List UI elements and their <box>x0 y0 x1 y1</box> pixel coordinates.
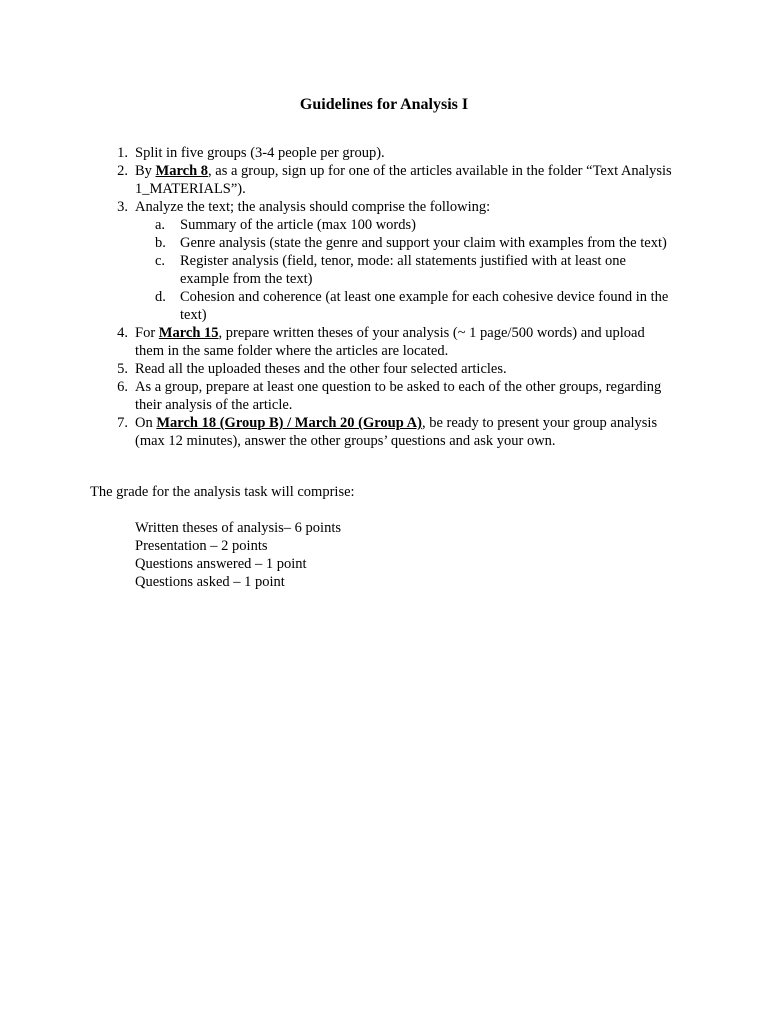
guidelines-list <box>110 144 675 450</box>
item-text-post: , as a group, sign up for one of the articles available in the folder “Text Analysis 1_MATERIALS”). <box>135 163 672 197</box>
sub-text: Register analysis (field, tenor, mode: all statements justified with at least one example from the text) <box>180 253 626 287</box>
grade-point: Written theses of analysis– 6 points <box>135 520 342 536</box>
deadline-date: March 8 <box>155 163 209 179</box>
item-number: 4. <box>117 325 128 341</box>
sub-letter: a. <box>155 217 166 233</box>
list-item-4 <box>110 324 675 360</box>
item-number: 7. <box>117 415 128 431</box>
sublist-item-b <box>135 234 675 252</box>
list-item-5 <box>110 360 675 378</box>
grade-point: Presentation – 2 points <box>135 538 268 554</box>
sublist-item-c <box>135 252 675 288</box>
sub-letter: c. <box>155 253 166 269</box>
item-number: 2. <box>117 163 128 179</box>
item-text-pre: By <box>135 163 156 179</box>
item-text: Analyze the text; the analysis should comprise the following: <box>135 199 491 215</box>
item-text: Read all the uploaded theses and the other four selected articles. <box>135 361 507 377</box>
list-item-6 <box>110 378 675 414</box>
sub-text: Summary of the article (max 100 words) <box>180 217 416 233</box>
item-number: 6. <box>117 379 128 395</box>
grade-points-list <box>135 519 341 591</box>
sub-text: Genre analysis (state the genre and support your claim with examples from the text) <box>180 235 667 251</box>
item-number: 1. <box>117 145 128 161</box>
item-text: Split in five groups (3-4 people per group). <box>135 145 385 161</box>
presentation-dates: March 18 (Group B) / March 20 (Group A) <box>156 415 422 431</box>
item-number: 5. <box>117 361 128 377</box>
item-number: 3. <box>117 199 128 215</box>
grade-intro: The grade for the analysis task will comprise: <box>90 484 355 500</box>
item-text: As a group, prepare at least one question to be asked to each of the other groups, regarding their analysis of the article. <box>135 379 662 413</box>
sublist-item-a <box>135 216 675 234</box>
item-text-pre: For <box>135 325 159 341</box>
deadline-date: March 15 <box>158 325 219 341</box>
item-text-pre: On <box>135 415 157 431</box>
item-text-post: , be ready to present your group analysis (max 12 minutes), answer the other groups’ questions and ask your own. <box>135 415 658 449</box>
grade-point: Questions asked – 1 point <box>135 574 285 590</box>
sub-text: Cohesion and coherence (at least one example for each cohesive device found in the text) <box>180 289 669 323</box>
item-text-post: , prepare written theses of your analysis (~ 1 page/500 words) and upload them in the same folder where the articles are located. <box>135 325 645 359</box>
grade-point: Questions answered – 1 point <box>135 556 307 572</box>
sub-letter: d. <box>155 289 166 305</box>
list-item-3 <box>110 198 675 324</box>
document-title: Guidelines for Analysis I <box>299 96 469 113</box>
sublist-item-d <box>135 288 675 324</box>
list-item-7 <box>110 414 675 450</box>
sub-letter: b. <box>155 235 166 251</box>
list-item-1 <box>110 144 675 162</box>
analysis-sublist <box>135 216 675 324</box>
list-item-2 <box>110 162 675 198</box>
